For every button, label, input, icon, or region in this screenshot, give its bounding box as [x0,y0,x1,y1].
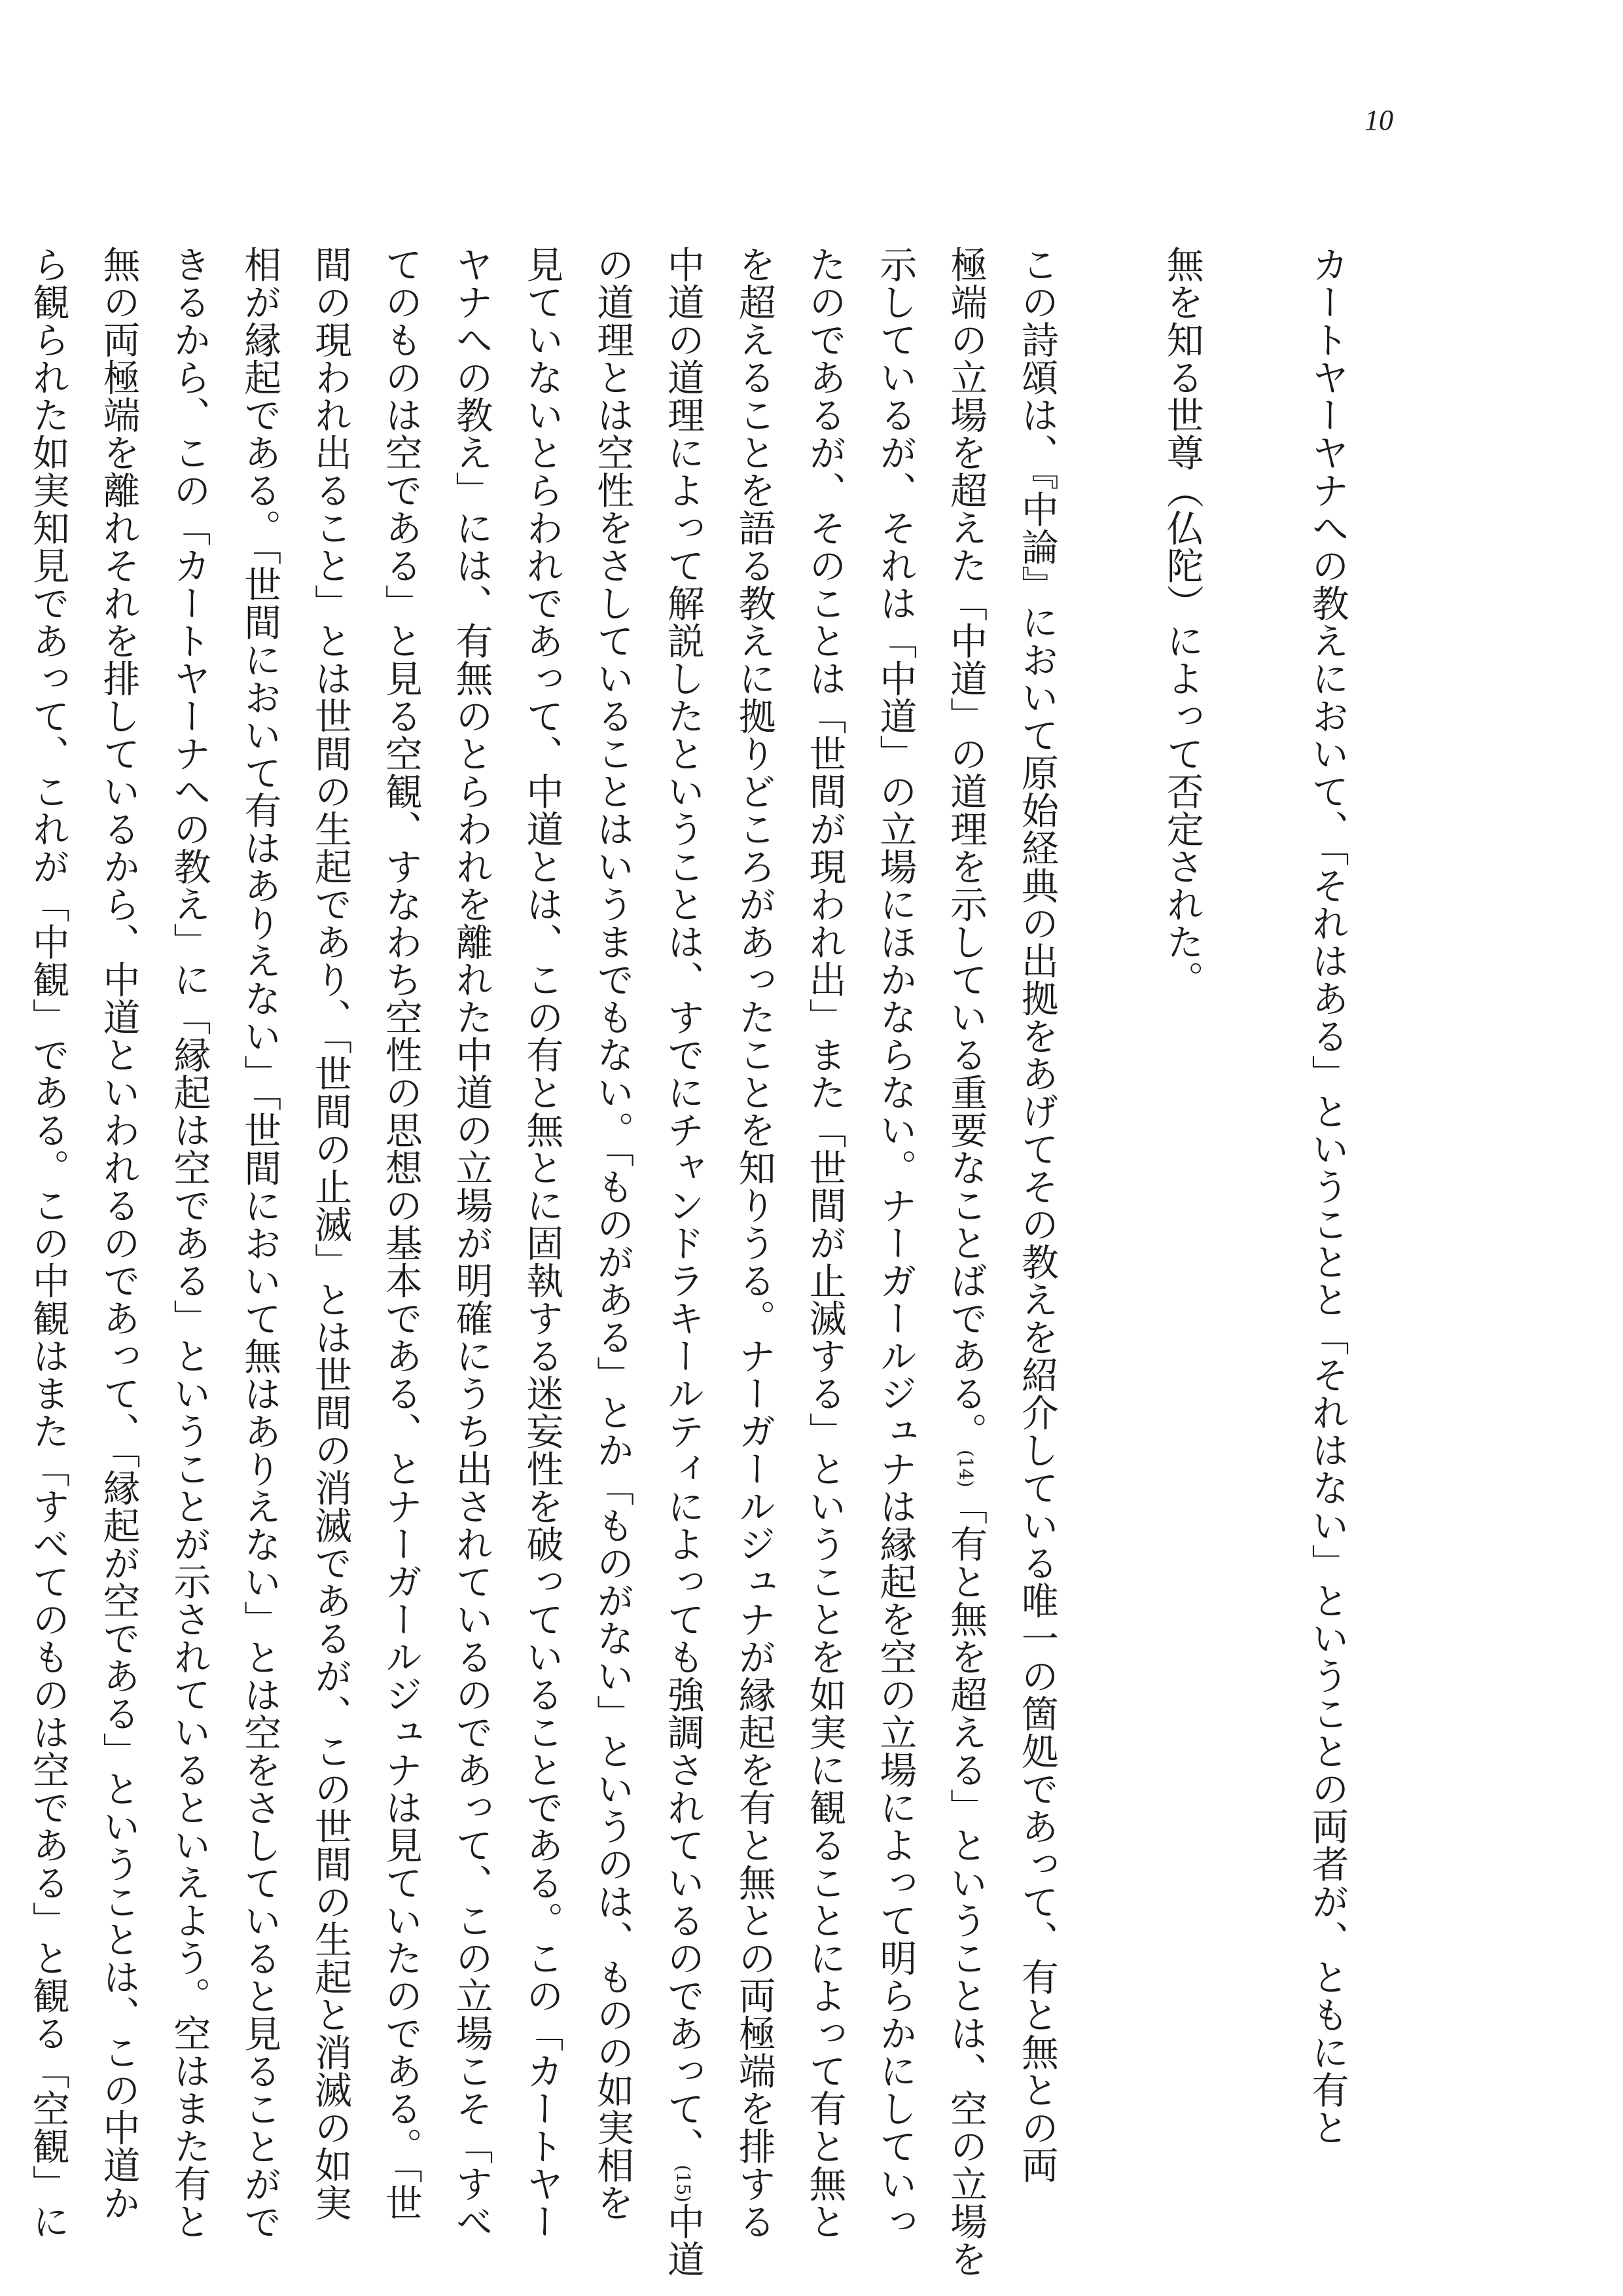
text-line-part: 「有と無を超える」ということは、空の立場を [944,1487,988,2278]
text-line: 見ていないとらわれであって、中道とは、この有と無とに固執する迷妄性を破っていることである。この「カートヤー [520,245,563,2240]
text-line: 示しているが、それは「中道」の立場にほかならない。ナーガールジュナは縁起を空の立場によって明らかにしていっ [873,245,917,2240]
text-line [0,245,12,2229]
text-line: てのものは空である」と見る空観、すなわち空性の思想の基本である、とナーガールジュナは見ていたのである。「世 [379,245,423,2221]
footnote-ref-14: (14) [955,1450,977,1488]
text-line: 相が縁起である。「世間において有はありえない」「世間において無はありえない」とは空をさしていると見ることがで [238,245,281,2240]
text-line: を超えることを語る教えに拠りどころがあったことを知りうる。ナーガールジュナが縁起を有と無との両極端を排する [732,245,776,2240]
text-line-part: 極端の立場を超えた「中道」の道理を示している重要なことばである。 [944,245,988,1450]
body-text [26,245,1436,2278]
text-line: 間の現われ出ること」とは世間の生起であり、「世間の止滅」とは世間の消滅であるが、この世間の生起と消滅の如実 [308,245,352,2221]
text-line [647,245,719,2278]
text-line: カートヤーヤナへの教えにおいて、「それはある」ということと「それはない」ということの両者が、ともに有と [1306,245,1349,2146]
text-line: この詩頌は、『中論』において原始経典の出拠をあげてその教えを紹介している唯一の箇処であって、有と無との両 [1015,245,1059,2184]
text-line: ら観られた如実知見であって、これが「中観」である。この中観はまた「すべてのものは空である」と観る「空観」に [26,245,70,2240]
text-line: きるから、この「カートヤーナへの教え」に「縁起は空である」ということが示されているといえよう。空はまた有と [167,245,211,2240]
text-line [930,245,1001,2278]
text-line: ヤナへの教え」には、有無のとらわれを離れた中道の立場が明確にうち出されているのであって、この立場こそ「すべ [450,245,493,2240]
text-line: たのであるが、そのことは「世間が現われ出」また「世間が止滅する」ということを如実に観ることによって有と無と [803,245,847,2240]
text-line: の道理とは空性をさしていることはいうまでもない。「ものがある」とか「ものがない」というのは、ものの如実相を [590,245,634,2221]
text-line: 無を知る世尊（仏陀）によって否定された。 [1160,245,1204,998]
text-line: 無の両極端を離れそれを排しているから、中道といわれるのであって、「縁起が空である」ということは、この中道か [97,245,141,2221]
footnote-ref-15: (15) [672,2164,694,2202]
text-line-part: 中道 [661,2202,705,2278]
page-number: 10 [1364,104,1393,136]
text-line-part: 中道の道理によって解説したということは、すでにチャンドラキールティによっても強調されているのであって、 [661,245,705,2165]
